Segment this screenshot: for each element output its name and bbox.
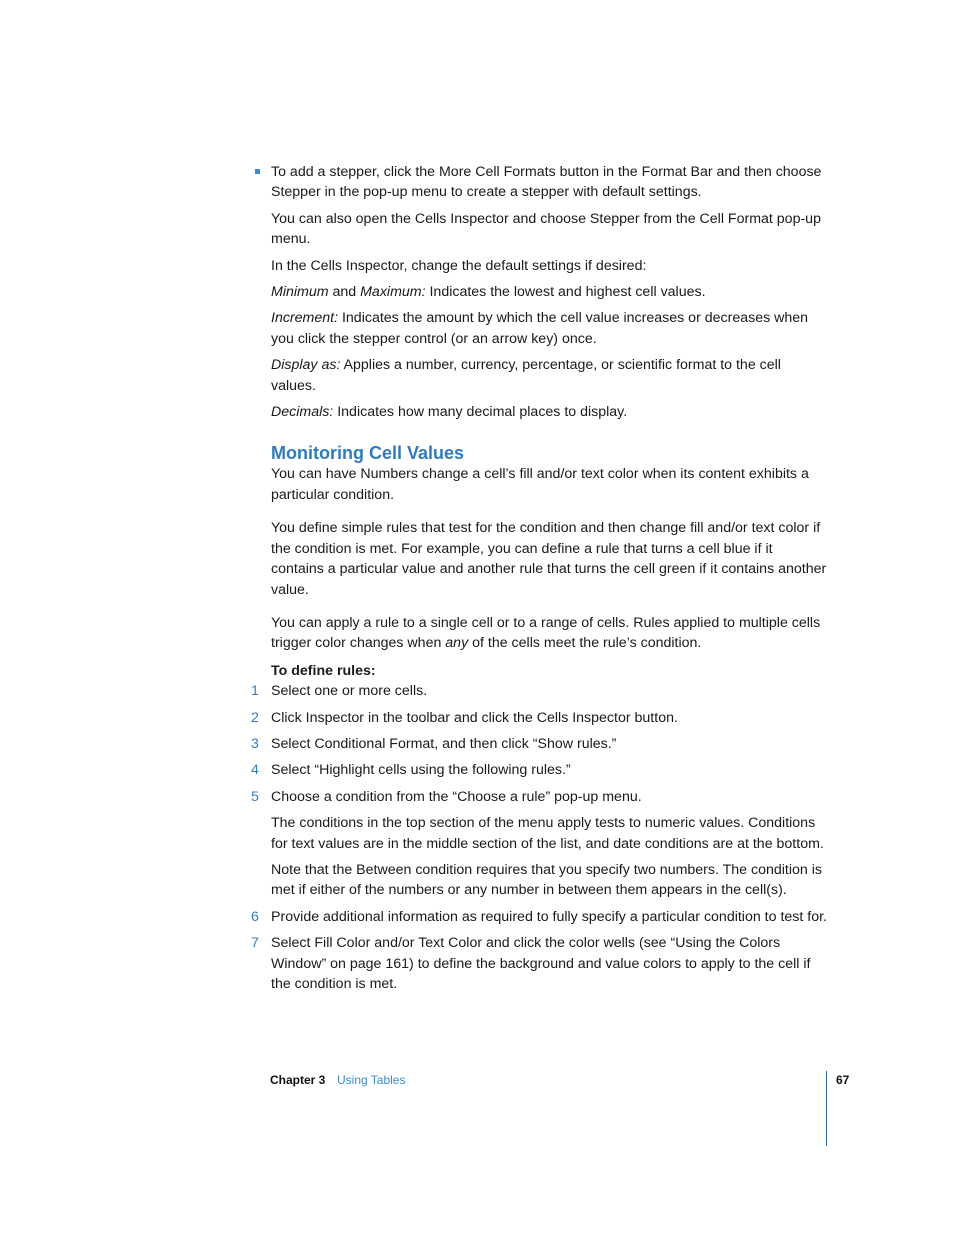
term-and: and [328,284,361,301]
procedure-lead: To define rules: [271,662,376,679]
decimals-paragraph [271,402,827,422]
step-text: Click Inspector in the toolbar and click the Cells Inspector button. [271,709,678,726]
step-number: 3 [251,735,259,752]
display-as-description: Applies a number, currency, percentage, or scientific format to the cell values. [271,357,781,394]
p3-emphasis: any [445,635,469,652]
section-paragraph-2: You define simple rules that test for the condition and then change fill and/or text color if the condition is met. For example, you can define a rule that turns a cell blue if it contains a particular value and another rule that turns the cell green if it contains another value. [271,520,827,598]
step-1 [251,681,827,701]
step-7 [251,933,827,994]
step-number: 2 [251,709,259,726]
step-text: Select Fill Color and/or Text Color and click the color wells (see “Using the Colors Window” on page 161) to define the background and value colors to apply to the cell if the condition is met. [271,935,811,992]
section-paragraph-1: You can have Numbers change a cell’s fill and/or text color when its content exhibits a particular condition. [271,466,809,503]
change-defaults-paragraph: In the Cells Inspector, change the default settings if desired: [271,257,647,274]
step-text: Provide additional information as required to fully specify a particular condition to test for. [271,908,827,925]
p3-text-a: You can apply a rule to a single cell or to a range of cells. Rules applied to multiple cells trigger color changes when [271,614,821,652]
step-text: Select “Highlight cells using the following rules.” [271,762,571,779]
page-number: 67 [836,1073,850,1087]
step-text: Choose a condition from the “Choose a rule” pop-up menu. [271,788,642,805]
increment-paragraph [271,308,827,349]
step-text: Select Conditional Format, and then click “Show rules.” [271,735,617,752]
section-paragraph-3 [271,613,827,654]
bullet-text: To add a stepper, click the More Cell Formats button in the Format Bar and then choose Stepper in the pop-up menu to create a stepper with default settings. [271,164,822,201]
minmax-description: Indicates the lowest and highest cell values. [425,284,706,301]
step-number: 7 [251,935,259,952]
also-open-paragraph: You can also open the Cells Inspector and choose Stepper from the Cell Format pop-up menu. [271,210,821,248]
footer-chapter-title: Using Tables [337,1073,406,1087]
step-5 [251,787,827,807]
term-maximum: Maximum: [360,284,426,301]
bullet-paragraph [271,162,827,203]
term-minimum: Minimum [271,284,329,301]
bullet-square-icon [255,169,260,174]
step-number: 5 [251,788,259,805]
p3-text-b: of the cells meet the rule’s condition. [468,635,702,652]
footer-chapter: Chapter 3 [270,1073,326,1087]
section-heading: Monitoring Cell Values [271,443,465,464]
step-6 [251,907,827,927]
display-as-paragraph [271,355,827,396]
step-3 [251,734,827,754]
step-text: Select one or more cells. [271,683,428,700]
step-number: 4 [251,762,259,779]
decimals-description: Indicates how many decimal places to display. [333,404,628,421]
increment-description: Indicates the amount by which the cell value increases or decreases when you click the stepper control (or an arrow key) once. [271,310,809,347]
step-5-note-1: The conditions in the top section of the menu apply tests to numeric values. Conditions for text values are in the middle section of the list, and date conditions are at the bottom. [271,815,824,852]
term-display-as: Display as: [271,357,341,374]
body-content [251,162,827,1000]
term-decimals: Decimals: [271,404,334,421]
footer-divider [826,1071,827,1146]
minmax-paragraph [271,282,827,302]
step-4 [251,760,827,780]
step-number: 6 [251,908,259,925]
step-2 [251,708,827,728]
step-5-note-2: Note that the Between condition requires that you specify two numbers. The condition is met if either of the numbers or any number in between them appears in the cell(s). [271,861,822,899]
term-increment: Increment: [271,310,339,327]
step-number: 1 [251,683,259,700]
